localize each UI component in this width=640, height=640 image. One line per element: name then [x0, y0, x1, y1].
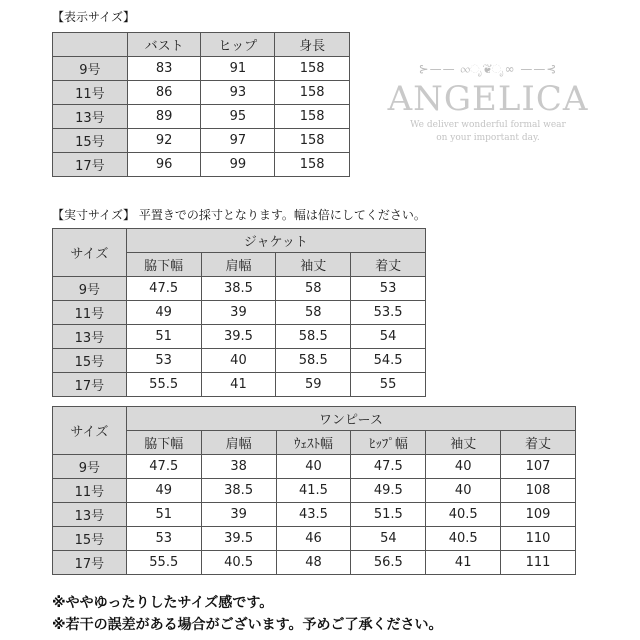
value-cell: 95: [201, 105, 275, 129]
value-cell: 49: [126, 479, 201, 503]
table-row: [53, 153, 350, 177]
value-cell: 58.5: [276, 325, 351, 349]
value-cell: 59: [276, 373, 351, 397]
value-cell: 53.5: [351, 301, 426, 325]
value-cell: 55.5: [126, 551, 201, 575]
value-cell: 54: [351, 325, 426, 349]
value-cell: 41: [201, 373, 276, 397]
display-size-table: [52, 32, 350, 177]
value-cell: 51: [126, 503, 201, 527]
value-cell: 111: [501, 551, 576, 575]
value-cell: 53: [351, 277, 426, 301]
value-cell: 58: [276, 301, 351, 325]
column-header: 脇下幅: [126, 431, 201, 455]
note-measurement-error: ※若干の誤差がある場合がございます。予めご了承ください。: [52, 617, 443, 633]
value-cell: 40: [426, 455, 501, 479]
size-label-cell: 9号: [53, 455, 127, 479]
value-cell: 46: [276, 527, 351, 551]
ornament-divider: ⊱—— ∞ೃ❦ೃ∞ ——⊰: [418, 62, 558, 76]
value-cell: 99: [201, 153, 275, 177]
value-cell: 39: [201, 503, 276, 527]
value-cell: 51: [126, 325, 201, 349]
column-header: [53, 33, 128, 57]
value-cell: 48: [276, 551, 351, 575]
group-header-row: [53, 407, 576, 431]
value-cell: 56.5: [351, 551, 426, 575]
value-cell: 55: [351, 373, 426, 397]
value-cell: 86: [127, 81, 201, 105]
column-header: ヒップ: [201, 33, 275, 57]
value-cell: 38: [201, 455, 276, 479]
group-header: ジャケット: [126, 229, 425, 253]
value-cell: 47.5: [351, 455, 426, 479]
value-cell: 55.5: [126, 373, 201, 397]
table-row: [53, 277, 426, 301]
size-label-cell: 15号: [53, 129, 128, 153]
size-label-cell: 9号: [53, 277, 127, 301]
value-cell: 51.5: [351, 503, 426, 527]
value-cell: 43.5: [276, 503, 351, 527]
value-cell: 38.5: [201, 277, 276, 301]
table-row: [53, 479, 576, 503]
note-loose-fit: ※ややゆったりしたサイズ感です。: [52, 595, 274, 611]
value-cell: 40.5: [201, 551, 276, 575]
column-header: 着丈: [501, 431, 576, 455]
table-row: [53, 325, 426, 349]
table-row: [53, 301, 426, 325]
value-cell: 93: [201, 81, 275, 105]
table-row: [53, 527, 576, 551]
value-cell: 158: [275, 81, 350, 105]
value-cell: 53: [126, 349, 201, 373]
column-header: ｳｪｽﾄ幅: [276, 431, 351, 455]
column-header: 肩幅: [201, 253, 276, 277]
size-label-cell: 11号: [53, 81, 128, 105]
tagline-line-1: We deliver wonderful formal wear: [410, 120, 566, 130]
column-header: バスト: [127, 33, 201, 57]
table-row: [53, 373, 426, 397]
table-row: [53, 455, 576, 479]
size-label-cell: 11号: [53, 301, 127, 325]
value-cell: 107: [501, 455, 576, 479]
size-label-cell: 13号: [53, 105, 128, 129]
column-header: 脇下幅: [126, 253, 201, 277]
column-header: 袖丈: [276, 253, 351, 277]
size-label-cell: 17号: [53, 551, 127, 575]
column-header: 肩幅: [201, 431, 276, 455]
angelica-logo: [372, 62, 604, 180]
value-cell: 158: [275, 105, 350, 129]
table-row: [53, 129, 350, 153]
column-header: ﾋｯﾌﾟ幅: [351, 431, 426, 455]
value-cell: 158: [275, 153, 350, 177]
size-column-header: サイズ: [53, 229, 127, 277]
group-header: ワンピース: [126, 407, 575, 431]
value-cell: 91: [201, 57, 275, 81]
table-row: [53, 81, 350, 105]
value-cell: 49: [126, 301, 201, 325]
value-cell: 39.5: [201, 325, 276, 349]
column-header: 袖丈: [426, 431, 501, 455]
value-cell: 110: [501, 527, 576, 551]
value-cell: 39.5: [201, 527, 276, 551]
value-cell: 40: [276, 455, 351, 479]
value-cell: 40: [201, 349, 276, 373]
value-cell: 47.5: [126, 277, 201, 301]
value-cell: 89: [127, 105, 201, 129]
value-cell: 54.5: [351, 349, 426, 373]
value-cell: 96: [127, 153, 201, 177]
table-row: [53, 503, 576, 527]
table-header-row: [53, 33, 350, 57]
brand-name: ANGELICA: [387, 79, 589, 119]
value-cell: 41: [426, 551, 501, 575]
size-label-cell: 17号: [53, 153, 128, 177]
size-label-cell: 13号: [53, 325, 127, 349]
value-cell: 39: [201, 301, 276, 325]
size-label-cell: 9号: [53, 57, 128, 81]
value-cell: 40.5: [426, 503, 501, 527]
jacket-size-table: [52, 228, 426, 397]
actual-size-label: 【実寸サイズ】 平置きでの採寸となります。幅は倍にしてください。: [52, 208, 426, 222]
table-header-row: [53, 431, 576, 455]
value-cell: 158: [275, 57, 350, 81]
value-cell: 58.5: [276, 349, 351, 373]
value-cell: 40: [426, 479, 501, 503]
value-cell: 49.5: [351, 479, 426, 503]
value-cell: 83: [127, 57, 201, 81]
size-label-cell: 15号: [53, 349, 127, 373]
size-label-cell: 11号: [53, 479, 127, 503]
group-header-row: [53, 229, 426, 253]
value-cell: 58: [276, 277, 351, 301]
table-row: [53, 551, 576, 575]
value-cell: 40.5: [426, 527, 501, 551]
value-cell: 158: [275, 129, 350, 153]
value-cell: 53: [126, 527, 201, 551]
display-size-label: 【表示サイズ】: [52, 10, 136, 24]
value-cell: 38.5: [201, 479, 276, 503]
size-column-header: サイズ: [53, 407, 127, 455]
table-row: [53, 57, 350, 81]
value-cell: 97: [201, 129, 275, 153]
table-row: [53, 349, 426, 373]
value-cell: 41.5: [276, 479, 351, 503]
size-label-cell: 15号: [53, 527, 127, 551]
column-header: 身長: [275, 33, 350, 57]
value-cell: 92: [127, 129, 201, 153]
column-header: 着丈: [351, 253, 426, 277]
size-label-cell: 17号: [53, 373, 127, 397]
value-cell: 109: [501, 503, 576, 527]
value-cell: 108: [501, 479, 576, 503]
value-cell: 47.5: [126, 455, 201, 479]
size-label-cell: 13号: [53, 503, 127, 527]
tagline-line-2: on your important day.: [436, 133, 540, 143]
table-row: [53, 105, 350, 129]
value-cell: 54: [351, 527, 426, 551]
dress-size-table: [52, 406, 576, 575]
